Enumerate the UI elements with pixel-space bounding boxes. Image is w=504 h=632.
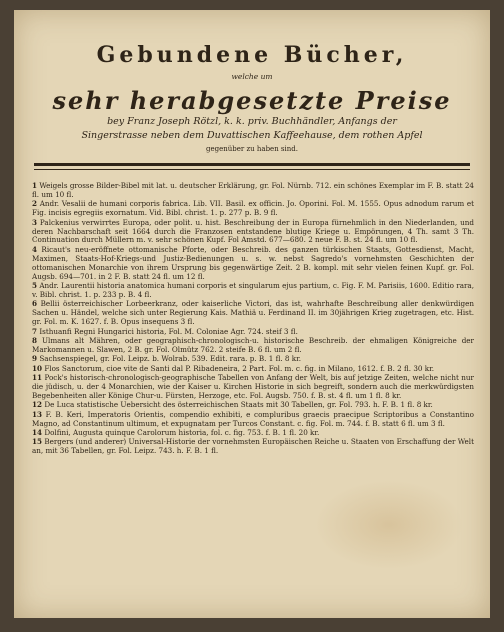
list-item bbox=[32, 282, 474, 300]
entry-number: 8 bbox=[32, 335, 38, 345]
entry-number: 12 bbox=[32, 400, 43, 410]
entry-text: Bergers (und anderer) Universal-Historie der vornehmsten Europäischen Reiche u. Staaten von Erschaffung der Welt an, mit 36 Tabellen, gr. Fol. Leipz. 743. h. F. B. 1 fl. bbox=[32, 437, 474, 456]
entry-number: 9 bbox=[32, 354, 38, 364]
list-item bbox=[32, 411, 474, 429]
entry-text: Andr. Laurentii historia anatomica humani corporis et singularum ejus partium, c. Fig. F. M. Parisiis, 1600. Editio rara, v. Bibl. christ. 1. p. 233 p. B. 4 fl. bbox=[32, 280, 474, 299]
header-rule-thick bbox=[34, 163, 470, 166]
entry-text: F. B. Keri, Imperatoris Orientis, compendio exhibiti, e compluribus graecis praecipue Scriptoribus a Constantino Magno, ad Constantinum ultimum, et expugnatam per Turcos Constant. c. fig. Fol. m. 744. f. B. statt 6 fl. um 3 fl. bbox=[32, 409, 474, 428]
entry-number: 5 bbox=[32, 280, 38, 290]
document-page bbox=[14, 10, 490, 618]
list-item bbox=[32, 337, 474, 355]
entry-number: 13 bbox=[32, 409, 43, 419]
list-item bbox=[32, 219, 474, 246]
entry-list bbox=[32, 182, 474, 457]
entry-text: Andr. Vesalii de humani corporis fabrica. Lib. VII. Basil. ex officin. Jo. Oporini. Fol. M. 1555. Opus adnodum rarum et Fig. incisis egregiis exornatum. Vid. Bibl. christ. 1. p. 277 p. B. 9 fl. bbox=[32, 199, 474, 218]
entry-number: 3 bbox=[32, 217, 38, 227]
entry-text: Dolfini, Augusta quinque Carolorum historia, fol. c. fig. 753. f. B. 1 fl. 20 kr. bbox=[44, 427, 320, 437]
publisher-line-2: Singerstrasse neben dem Duvattischen Kaffeehause, dem rothen Apfel bbox=[81, 130, 423, 141]
entry-text: Palckenius verwirrtes Europa, oder polit. u. hist. Beschreibung der in Europa fürnehmlich in den Niederlanden, und deren Nachbarschaft seit 1664 durch die Franzosen entstandene blutige Kriege u. Empörungen, 4 Th. samt 3 Th. Continuation durch Müllern m. v. sehr schönen Kupf. Fol Amstd. 677—680. 2 neue F. B. st. 24 fl. um 10 fl. bbox=[32, 217, 474, 245]
list-item bbox=[32, 438, 474, 456]
entry-text: Ulmans alt Mähren, oder geographisch-chronologisch-u. historische Beschreib. der ehmaligen Königreiche der Markomannen u. Slawen, 2 B. gr. Fol. Olmütz 762. 2 steife B. 6 fl. um 2 fl. bbox=[32, 335, 474, 354]
entry-text: Flos Sanctorum, cioe vite de Santi dal P. Ribadeneira, 2 Part. Fol. m. c. fig. in Milano, 1612. f. B. 2 fl. 30 kr. bbox=[44, 363, 435, 373]
list-item bbox=[32, 200, 474, 218]
entry-number: 2 bbox=[32, 199, 38, 209]
entry-text: Sachsenspiegel, gr. Fol. Leipz. b. Wolrab. 539. Edit. rara. p. B. 1 fl. 8 kr. bbox=[39, 354, 302, 364]
entry-text: Pock's historisch-chronologisch-geographische Tabellen von Anfang der Welt, bis auf jetzige Zeiten, welche nicht nur die jüdisch, u. der 4 Monarchien, wie der Kaiser u. Kirchen Historie in sich begreift, sondern auch die merkwürdigsten Begebenheiten aller Könige Chur-u. Fürsten, Herzoge, etc. Fol. Augsb. 750. f. B. st. 4 fl. um 1 fl. 8 kr. bbox=[32, 373, 474, 400]
publisher-line-1: bey Franz Joseph Rötzl, k. k. priv. Buchhändler, Anfangs der bbox=[107, 116, 397, 127]
entry-number: 14 bbox=[32, 427, 43, 437]
entry-number: 11 bbox=[32, 373, 43, 383]
document-subtitle: welche um bbox=[231, 72, 273, 81]
entry-number: 10 bbox=[32, 363, 43, 373]
entry-text: De Luca statistische Uebersicht des österreichischen Staats mit 30 Tabellen, gr. Fol. 793. h. F. B. 1 fl. 8 kr. bbox=[44, 400, 433, 410]
list-item bbox=[32, 246, 474, 282]
paper-stain bbox=[314, 480, 464, 570]
document-title: Gebundene Bücher, bbox=[96, 42, 408, 68]
document-headline: sehr herabgesetzte Preise bbox=[52, 86, 452, 115]
entry-number: 4 bbox=[32, 244, 38, 254]
list-item bbox=[32, 300, 474, 327]
publisher-line-3: gegenüber zu haben sind. bbox=[206, 145, 298, 153]
list-item bbox=[32, 374, 474, 401]
entry-text: Bellii österreichischer Lorbeerkranz, oder kaiserliche Victori, das ist, wahrhafte Beschreibung aller denkwürdigen Sachen u. Händel, welche sich unter Regierung Kais. Mathiä u. Ferdinand II. im 30jährigen Krieg zugetragen, etc. Hist. gr. Fol. m. K. 1627. f. B. Opus insequens 3 fl. bbox=[32, 299, 474, 327]
entry-number: 15 bbox=[32, 437, 43, 447]
entry-text: Isthuanfi Regni Hungarici historia, Fol. M. Coloniae Agr. 724. steif 3 fl. bbox=[39, 326, 298, 336]
entry-text: Weigels grosse Bilder-Bibel mit lat. u. deutscher Erklärung, gr. Fol. Nürnb. 712. ein schönes Exemplar im F. B. statt 24 fl. um 10 fl. bbox=[32, 181, 474, 199]
entry-number: 7 bbox=[32, 326, 38, 336]
entry-number: 1 bbox=[32, 181, 38, 190]
list-item bbox=[32, 182, 474, 200]
entry-number: 6 bbox=[32, 299, 38, 309]
header-rule-thin bbox=[34, 169, 470, 170]
entry-text: Ricaut's neu-eröffnete ottomanische Pforte, oder Beschreib. des ganzen türkischen Staats, Gottesdienst, Macht, Maximen, Staats-Hof-Kriegs-und Justiz-Bedienungen u. s. w. nebst Sagredo's vornehmsten Geschichten der ottomanischen Monarchie von ihrem Ursprung bis gegenwärtige Zeit. 2 B. kompl. mit sehr vielen feinen Kupf. gr. Fol. Augsb. 694—701. in 2 F. B. statt 24 fl. um 12 fl. bbox=[32, 244, 474, 281]
